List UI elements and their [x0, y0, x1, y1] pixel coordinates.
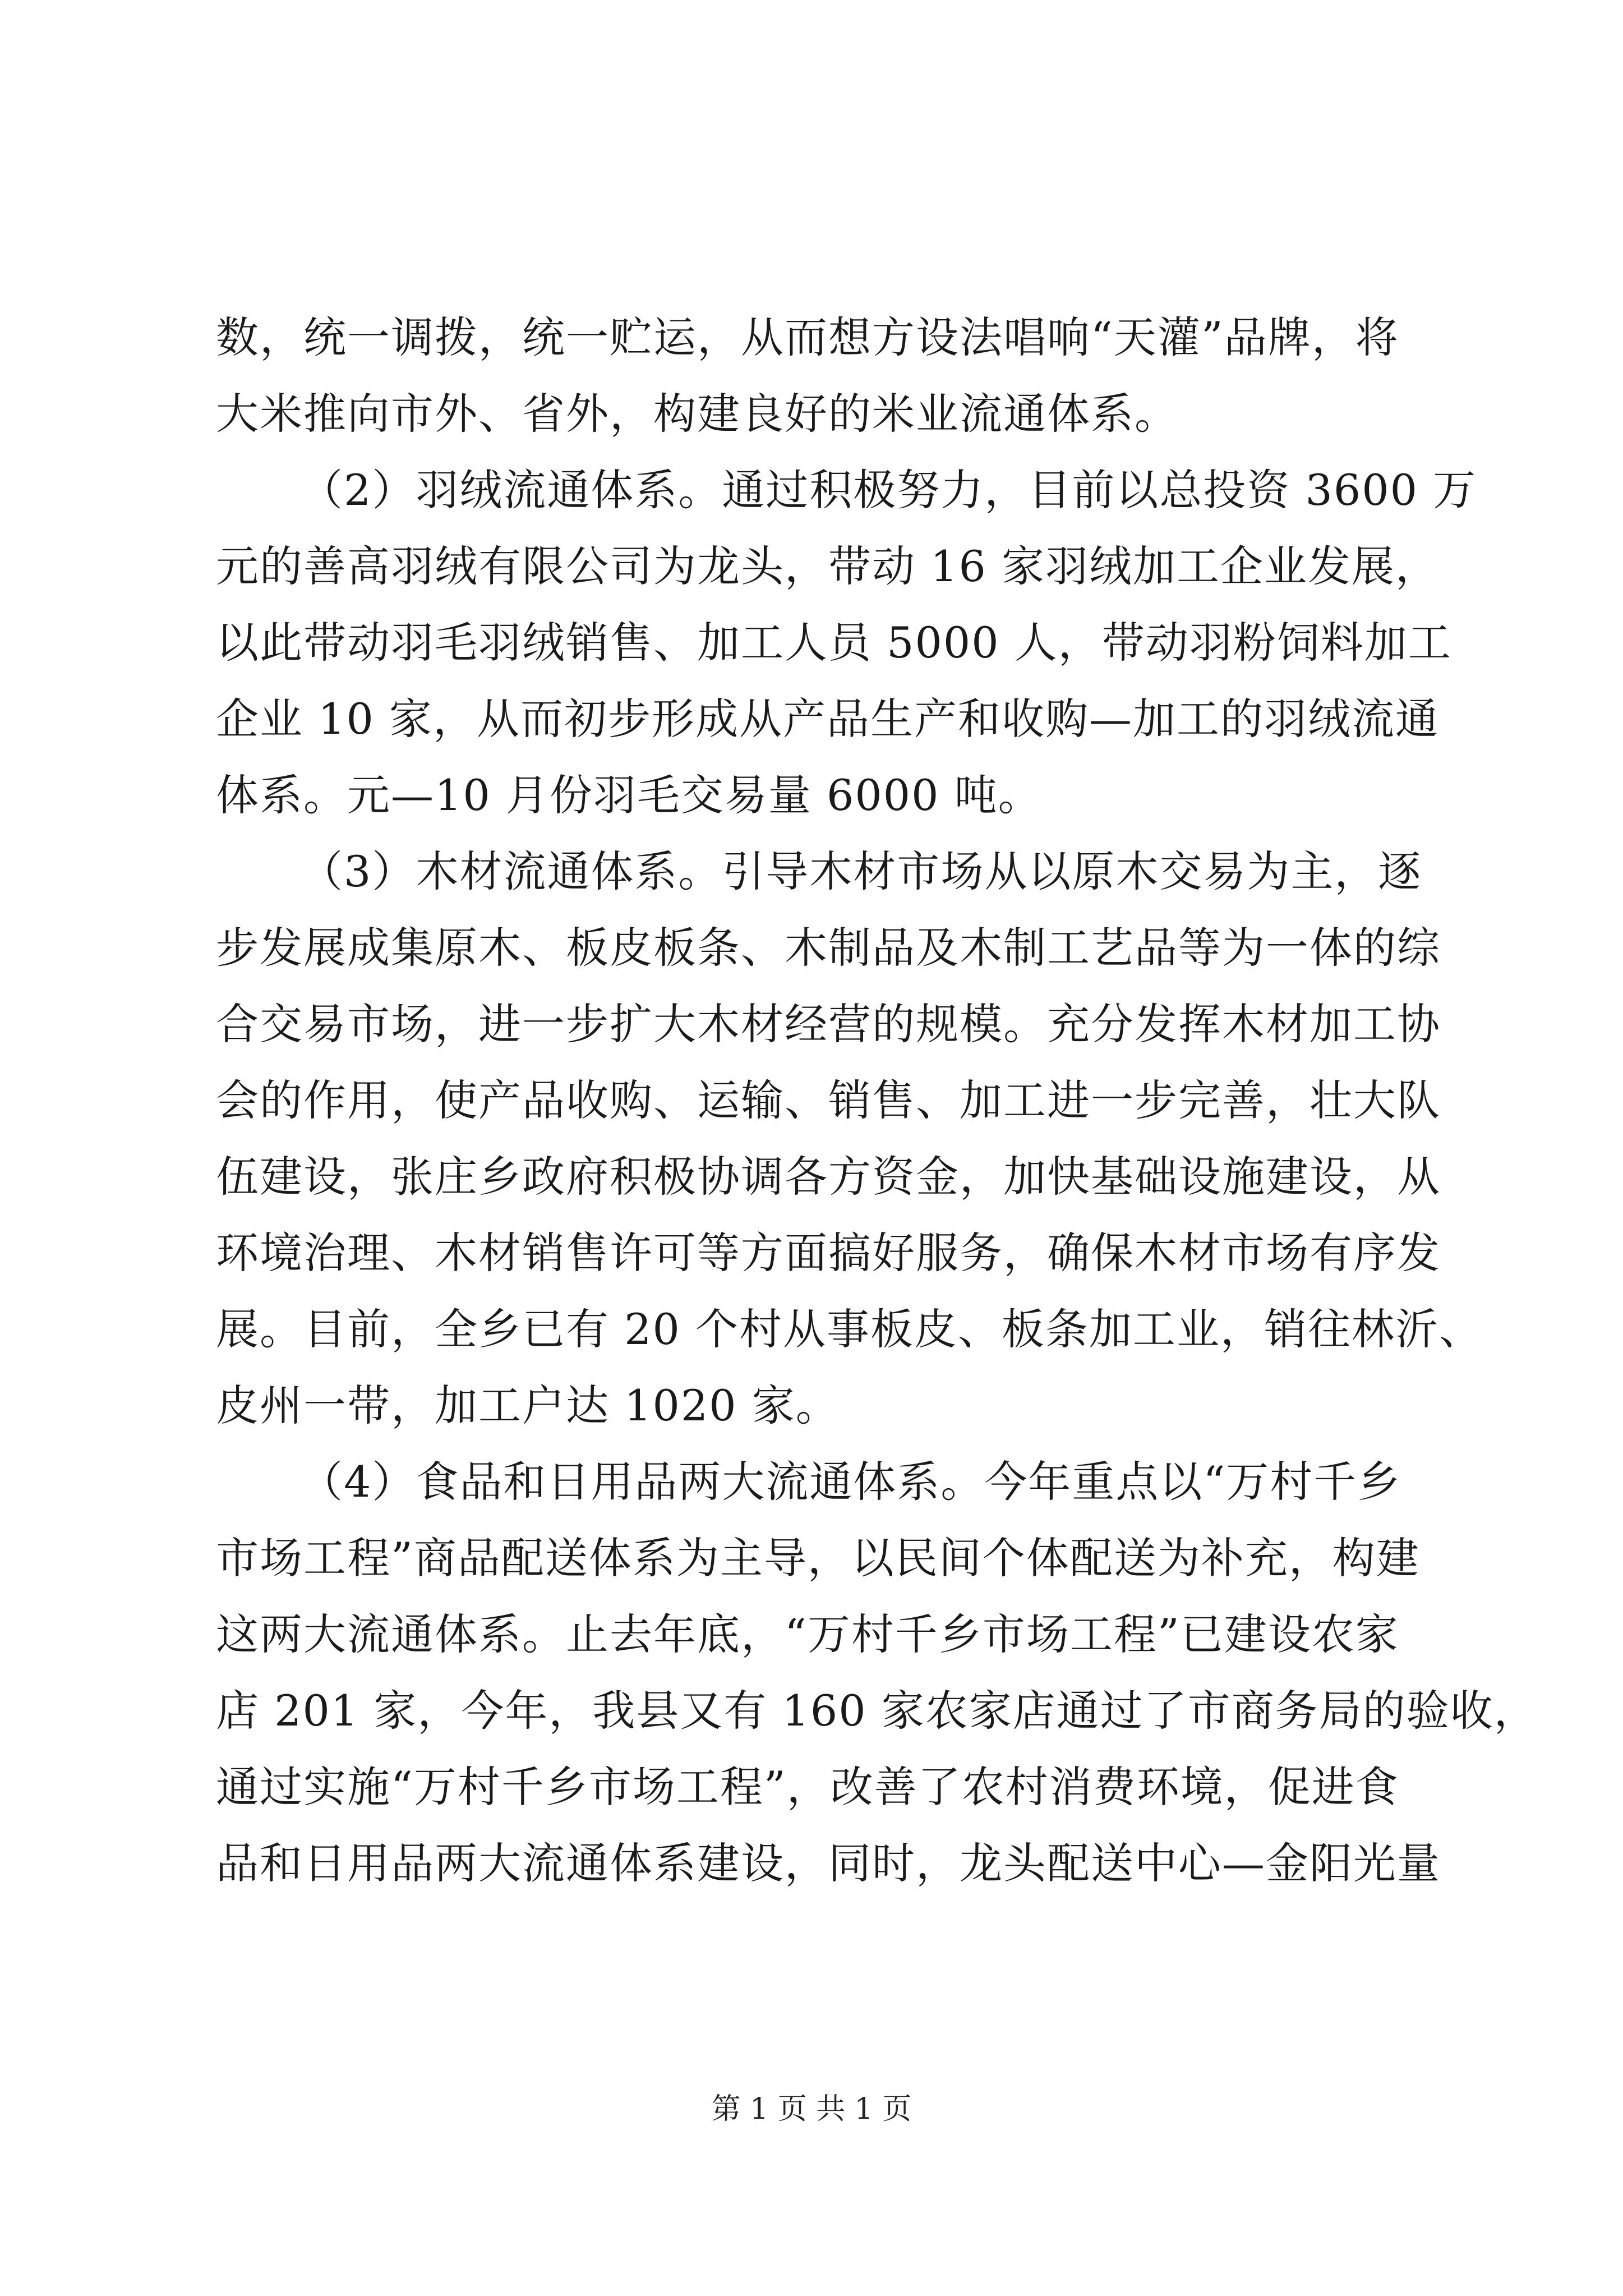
text-line: 环境治理、木材销售许可等方面搞好服务，确保木材市场有序发 — [216, 1228, 1441, 1278]
text-line: 店 201 家，今年，我县又有 160 家农家店通过了市商务局的验收， — [216, 1686, 1538, 1736]
text-line: 通过实施“万村千乡市场工程”，改善了农村消费环境，促进食 — [216, 1762, 1399, 1812]
text-line: 体系。元—10 月份羽毛交易量 6000 吨。 — [216, 770, 1042, 820]
text-line: 市场工程”商品配送体系为主导，以民间个体配送为补充，构建 — [216, 1533, 1420, 1583]
paragraph-start-line: （4）食品和日用品两大流通体系。今年重点以“万村千乡 — [300, 1457, 1401, 1507]
page-number-footer: 第 1 页 共 1 页 — [711, 2092, 912, 2126]
text-line: 以此带动羽毛羽绒销售、加工人员 5000 人，带动羽粉饲料加工 — [216, 618, 1452, 668]
text-line: 数，统一调拨，统一贮运，从而想方设法唱响“天灌”品牌，将 — [216, 312, 1399, 362]
text-line: 展。目前，全乡已有 20 个村从事板皮、板条加工业，销往林沂、 — [216, 1304, 1483, 1354]
text-line: 伍建设，张庄乡政府积极协调各方资金，加快基础设施建设，从 — [216, 1152, 1441, 1202]
text-line: 步发展成集原木、板皮板条、木制品及木制工艺品等为一体的综 — [216, 923, 1441, 973]
text-line: 合交易市场，进一步扩大木材经营的规模。充分发挥木材加工协 — [216, 999, 1441, 1049]
text-line: 会的作用，使产品收购、运输、销售、加工进一步完善，壮大队 — [216, 1075, 1441, 1125]
text-line: 元的善高羽绒有限公司为龙头，带动 16 家羽绒加工企业发展， — [216, 541, 1440, 591]
text-line: 这两大流通体系。止去年底，“万村千乡市场工程”已建设农家 — [216, 1609, 1399, 1659]
text-line: 品和日用品两大流通体系建设，同时，龙头配送中心—金阳光量 — [216, 1838, 1441, 1888]
paragraph-start-line: （3）木材流通体系。引导木材市场从以原木交易为主，逐 — [300, 846, 1422, 896]
text-line: 大米推向市外、省外，构建良好的米业流通体系。 — [216, 389, 1178, 439]
text-line: 企业 10 家，从而初步形成从产品生产和收购—加工的羽绒流通 — [216, 694, 1440, 744]
text-line: 皮州一带，加工户达 1020 家。 — [216, 1381, 840, 1430]
paragraph-start-line: （2）羽绒流通体系。通过积极努力，目前以总投资 3600 万 — [300, 465, 1477, 515]
